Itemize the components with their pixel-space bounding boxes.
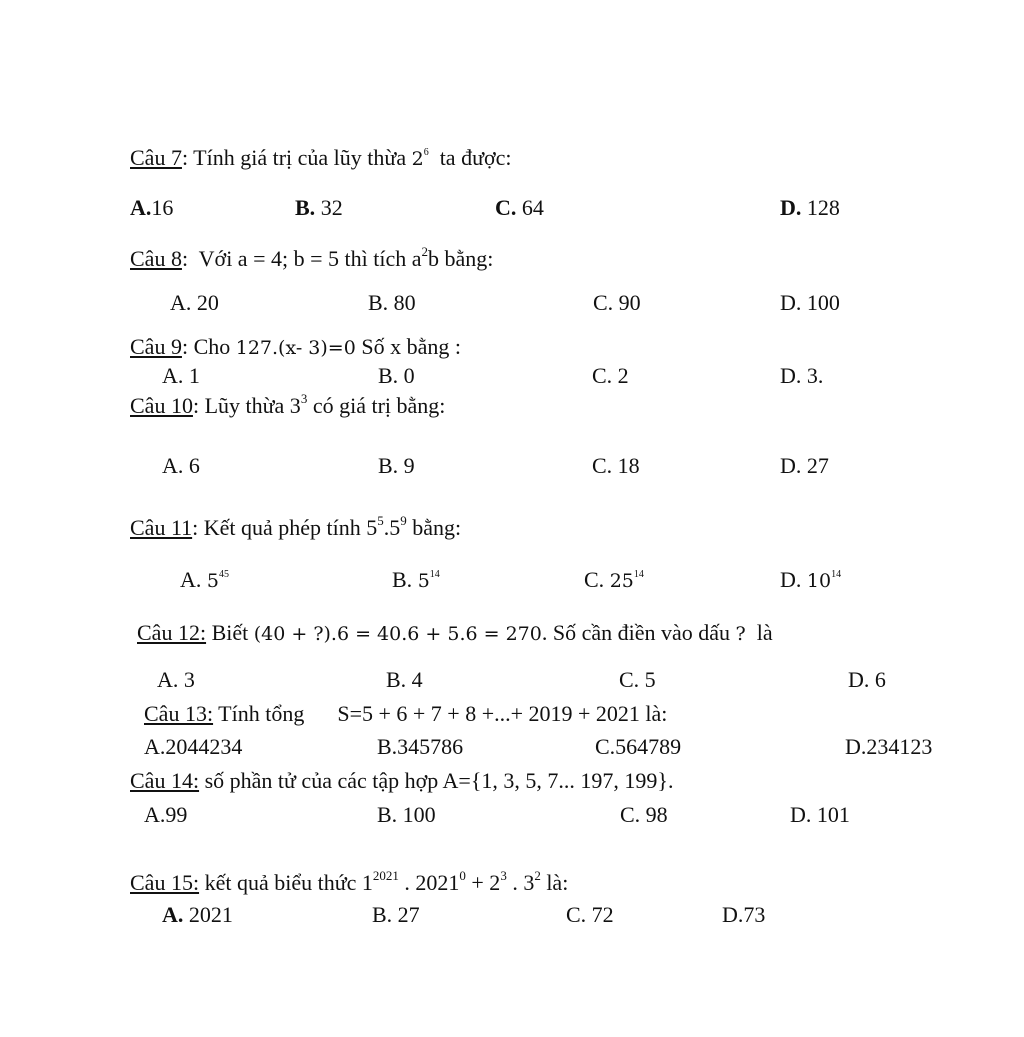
option-b[interactable]: B. $5^{14}$ [392,567,440,592]
question-number: Câu 13: [144,701,214,726]
option-a[interactable]: A. 3 [157,667,195,692]
option-b[interactable]: B. 4 [386,667,423,692]
option-d[interactable]: D.73 [722,902,766,927]
option-a[interactable]: A. 6 [162,453,200,478]
option-a[interactable]: A.99 [144,802,188,827]
question-12: Câu 12: Biết (40 + ?).6 = 40.6 + 5.6 = 270. Số cần điền vào dấu ? là [137,620,773,645]
option-c[interactable]: C.564789 [595,734,682,759]
option-b[interactable]: B. 80 [368,290,416,315]
option-b[interactable]: B. 9 [378,453,415,478]
option-b[interactable]: B. 100 [377,802,436,827]
question-8: Câu 8: Với a = 4; b = 5 thì tích $a^2b$ bằng: [130,243,494,271]
option-c[interactable]: C. 98 [620,802,668,827]
option-c[interactable]: C. $25^{14}$ [584,567,644,592]
option-c[interactable]: C. 18 [592,453,640,478]
question-9: Câu 9: Cho 127.(x- 3)=0 Số x bằng : [130,334,461,359]
question-number: Câu 10 [130,393,193,418]
question-7: Câu 7: Tính giá trị của lũy thừa $2^6$ ta được: [130,145,512,170]
question-number: Câu 7 [130,145,182,170]
option-c[interactable]: C. 90 [593,290,641,315]
option-c[interactable]: C. 72 [566,902,614,927]
option-a[interactable]: A.16 [130,195,174,220]
question-number: Câu 15: [130,870,200,895]
option-c[interactable]: C. 2 [592,363,629,388]
question-number: Câu 14: [130,768,200,793]
question-number: Câu 12: [137,620,207,645]
question-15: Câu 15: kết quả biểu thức $1^{2021}$ . $2021^0 + 2^3$ . $3^2$ là: [130,867,569,895]
question-10: Câu 10: Lũy thừa $3^3$ có giá trị bằng: [130,390,446,418]
question-11: Câu 11: Kết quả phép tính $5^5.5^9$ bằng: [130,512,462,540]
option-d[interactable]: D. 27 [780,453,829,478]
option-a[interactable]: A.2044234 [144,734,243,759]
option-b[interactable]: B. 0 [378,363,415,388]
option-b[interactable]: B. 32 [295,195,343,220]
option-a[interactable]: A. 1 [162,363,200,388]
option-d[interactable]: D. 128 [780,195,840,220]
option-d[interactable]: D. $10^{14}$ [780,567,842,592]
question-14: Câu 14: số phần tử của các tập hợp A={1, 3, 5, 7... 197, 199}. [130,768,674,793]
option-d[interactable]: D. 3. [780,363,824,388]
option-d[interactable]: D. 101 [790,802,850,827]
option-c[interactable]: C. 5 [619,667,656,692]
question-number: Câu 8 [130,246,182,271]
question-13: Câu 13: Tính tổng S=5 + 6 + 7 + 8 +...+ 2019 + 2021 là: [144,701,668,726]
question-number: Câu 9 [130,334,182,359]
option-b[interactable]: B.345786 [377,734,464,759]
question-number: Câu 11 [130,515,193,540]
option-b[interactable]: B. 27 [372,902,420,927]
option-d[interactable]: D. 6 [848,667,886,692]
option-d[interactable]: D. 100 [780,290,840,315]
option-c[interactable]: C. 64 [495,195,544,220]
option-a[interactable]: A. $5^{45}$ [180,567,229,592]
option-d[interactable]: D.234123 [845,734,933,759]
option-a[interactable]: A. 2021 [162,902,233,927]
option-a[interactable]: A. 20 [170,290,219,315]
